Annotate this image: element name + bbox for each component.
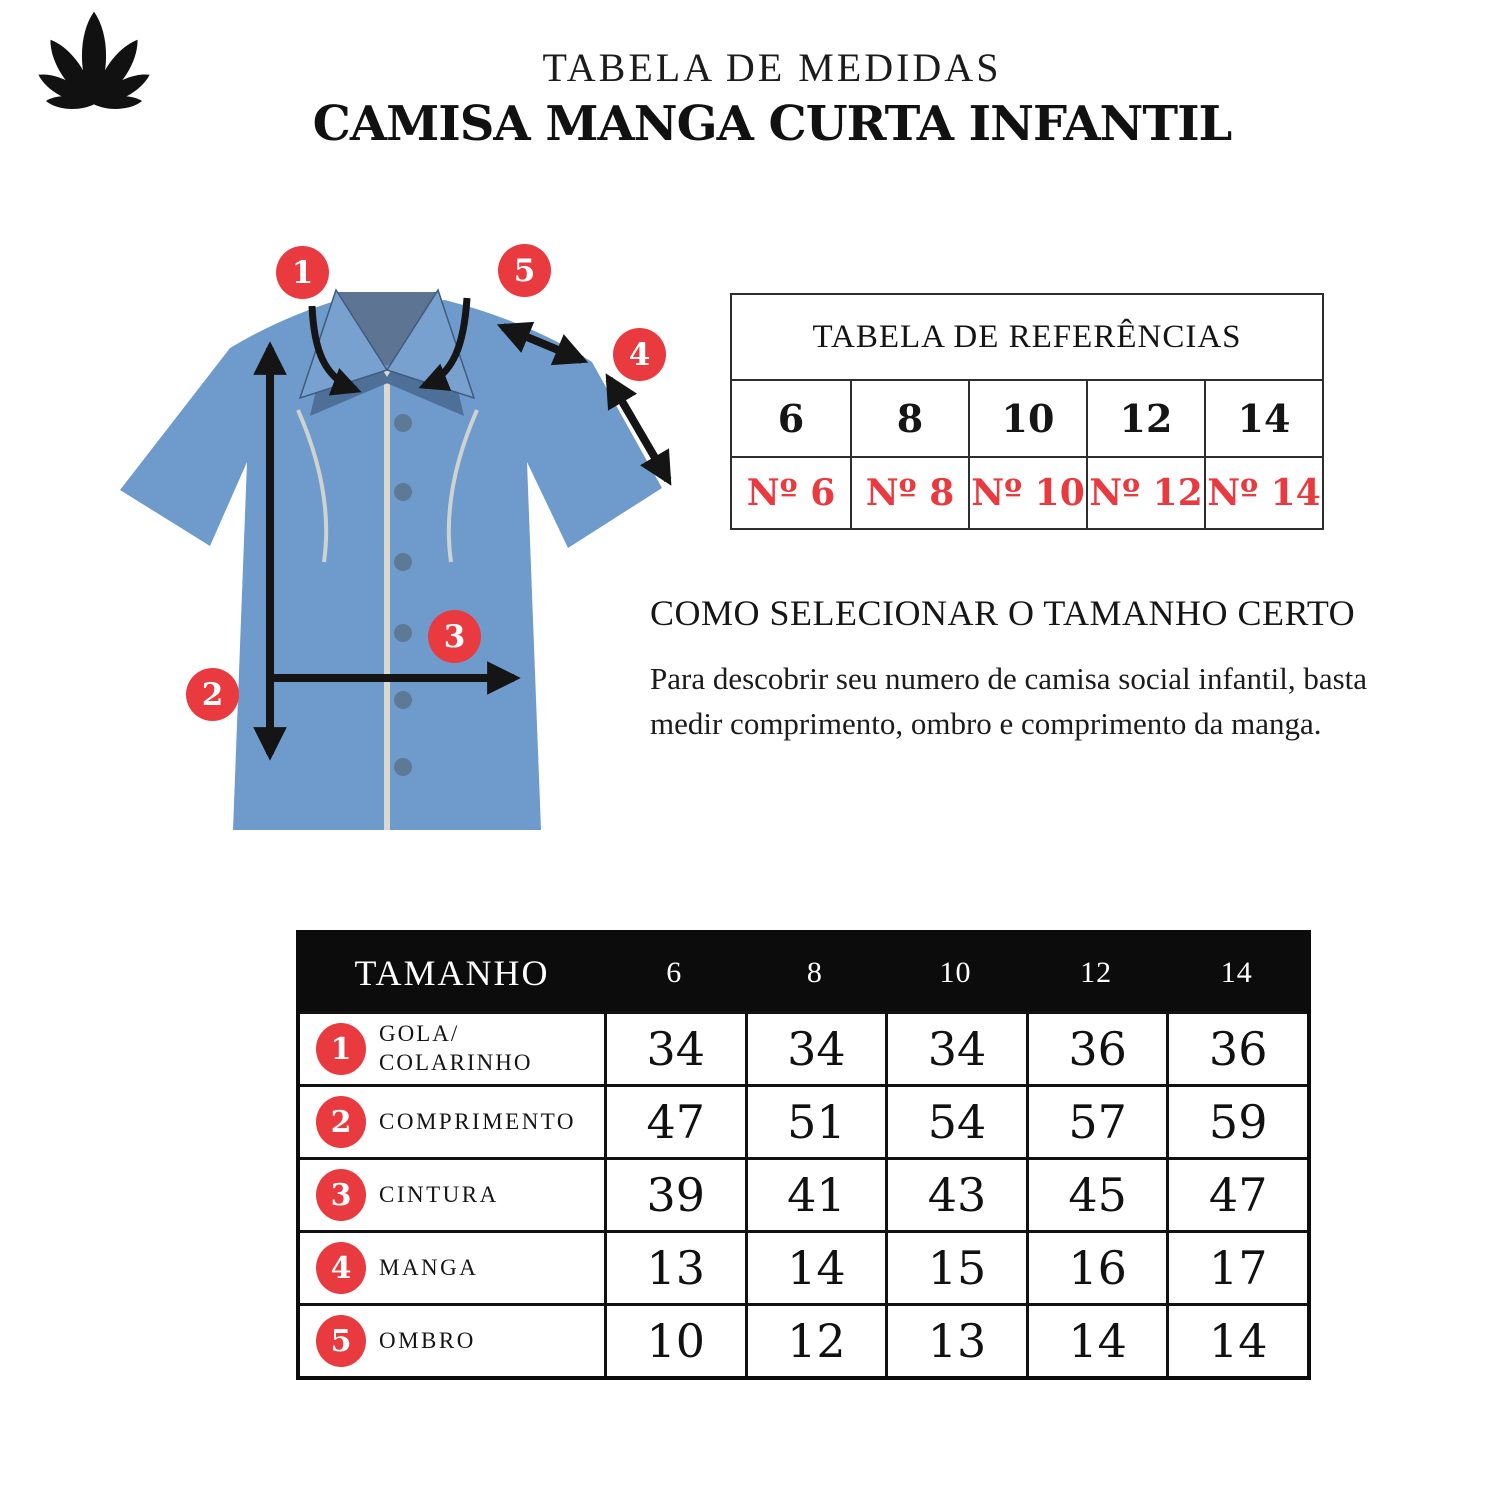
measure-value: 10 (604, 1306, 745, 1376)
measure-value: 41 (745, 1160, 886, 1230)
measure-value: 54 (885, 1087, 1026, 1157)
row-label: MANGA (379, 1255, 479, 1280)
size-column-header: 6 (666, 955, 683, 989)
reference-size: 12 (1086, 381, 1204, 456)
measure-value: 47 (604, 1087, 745, 1157)
reference-size: 6 (777, 396, 805, 441)
measure-value: 47 (1166, 1160, 1307, 1230)
measure-value: 12 (745, 1306, 886, 1376)
measure-value: 34 (604, 1014, 745, 1084)
measure-value: 43 (885, 1160, 1026, 1230)
measure-value: 13 (604, 1233, 745, 1303)
marker-1-collar: 1 (276, 246, 329, 299)
measure-value: 59 (1166, 1087, 1307, 1157)
size-table-header (300, 934, 1307, 1011)
howto-body: Para descobrir seu numero de camisa social infantil, basta medir comprimento, ombro e comprimento da manga. (650, 661, 1368, 741)
reference-table (730, 293, 1324, 530)
marker-3-waist: 3 (428, 610, 481, 663)
row-number-badge: 1 (316, 1023, 366, 1075)
page-subtitle: CAMISA MANGA CURTA INFANTIL (312, 96, 1232, 152)
reference-table-title: TABELA DE REFERÊNCIAS (732, 295, 1322, 381)
reference-number: Nº 10 (968, 456, 1086, 528)
row-number-badge: 3 (316, 1169, 366, 1221)
measure-value: 57 (1026, 1087, 1167, 1157)
reference-numbers-row (732, 456, 1322, 528)
marker-5-shoulder: 5 (498, 244, 551, 297)
reference-size: 8 (850, 381, 968, 456)
measure-value: 16 (1026, 1233, 1167, 1303)
reference-number: Nº 8 (850, 456, 968, 528)
measure-value: 14 (745, 1233, 886, 1303)
row-label: CINTURA (379, 1182, 499, 1207)
reference-number: Nº 6 (732, 456, 850, 528)
measure-value: 34 (885, 1014, 1026, 1084)
size-column-header: 14 (1220, 955, 1253, 989)
measure-value: 14 (1166, 1306, 1307, 1376)
size-row-ombro (300, 1303, 1307, 1376)
size-row-cintura (300, 1157, 1307, 1230)
size-row-gola (300, 1011, 1307, 1084)
page-title: TABELA DE MEDIDAS (542, 45, 1002, 90)
measure-value: 34 (745, 1014, 886, 1084)
measure-value: 17 (1166, 1233, 1307, 1303)
shirt-illustration (100, 230, 700, 850)
shirt-placket (384, 370, 390, 830)
reference-sizes-row (732, 381, 1322, 456)
size-column-header: 12 (1080, 955, 1113, 989)
measure-value: 39 (604, 1160, 745, 1230)
size-table-header-label: TAMANHO (354, 952, 550, 993)
measure-value: 14 (1026, 1306, 1167, 1376)
reference-number: Nº 12 (1086, 456, 1204, 528)
size-row-manga (300, 1230, 1307, 1303)
row-label: COMPRIMENTO (379, 1109, 577, 1134)
row-label: OMBRO (379, 1328, 476, 1353)
howto-title: COMO SELECIONAR O TAMANHO CERTO (650, 593, 1356, 633)
row-number-badge: 5 (316, 1315, 366, 1367)
reference-size: 14 (1204, 381, 1322, 456)
row-number-badge: 4 (316, 1242, 366, 1294)
reference-number: Nº 14 (1204, 456, 1322, 528)
size-column-header: 10 (939, 955, 972, 989)
size-column-header: 8 (806, 955, 823, 989)
row-number-badge: 2 (316, 1096, 366, 1148)
reference-size: 10 (968, 381, 1086, 456)
marker-4-sleeve: 4 (613, 328, 666, 381)
size-row-comprimento (300, 1084, 1307, 1157)
measure-value: 36 (1166, 1014, 1307, 1084)
marker-2-length: 2 (186, 668, 239, 721)
row-label: GOLA/ COLARINHO (379, 1021, 533, 1075)
measure-value: 15 (885, 1233, 1026, 1303)
measure-value: 45 (1026, 1160, 1167, 1230)
measure-value: 13 (885, 1306, 1026, 1376)
measure-value: 51 (745, 1087, 886, 1157)
measure-value: 36 (1026, 1014, 1167, 1084)
size-table (296, 930, 1311, 1380)
